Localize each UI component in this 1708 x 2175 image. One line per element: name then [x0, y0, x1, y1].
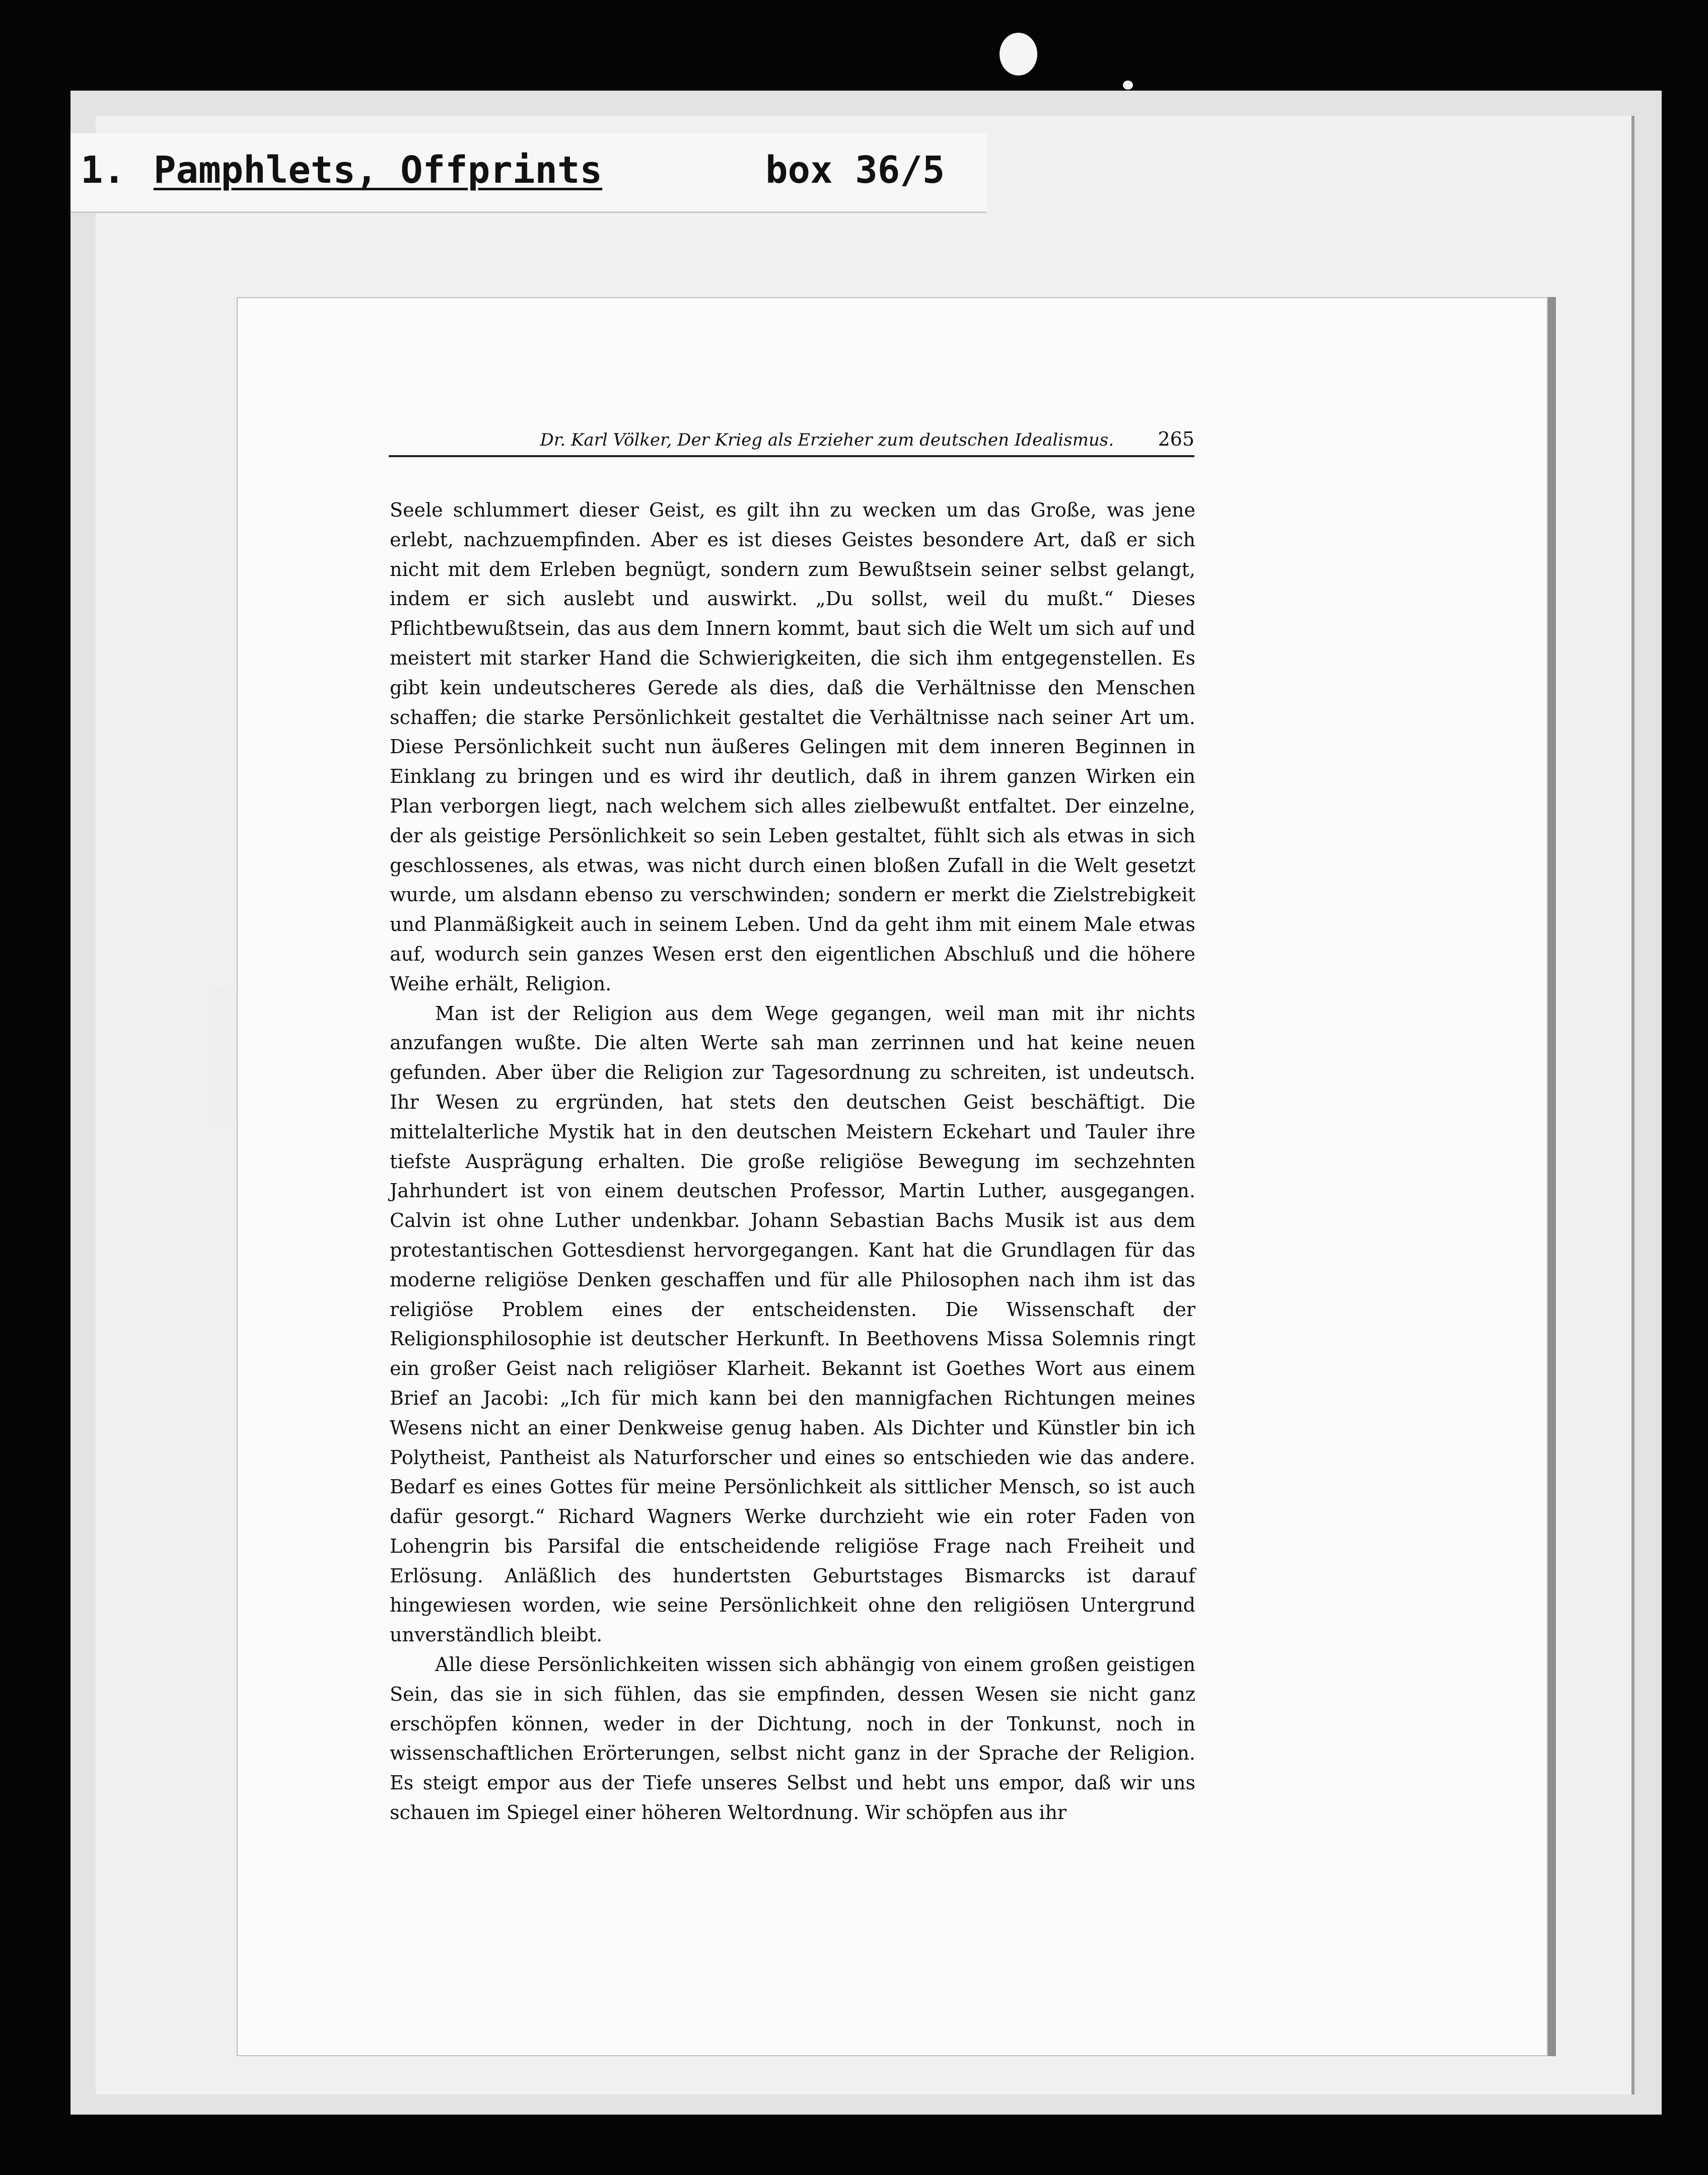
running-header [389, 425, 1194, 457]
page-number: 265 [1158, 428, 1194, 450]
scan-speck [1000, 33, 1037, 76]
tape-mark [206, 987, 237, 1128]
label-box-number: box 36/5 [765, 149, 945, 192]
body-text [390, 495, 1195, 1828]
label-number: 1. [81, 149, 126, 192]
document-page [237, 297, 1548, 2056]
label-title: Pamphlets, Offprints [154, 149, 603, 192]
scan-speck [1123, 81, 1133, 90]
paragraph: Seele schlummert dieser Geist, es gilt ihn zu wecken um das Große, was jene erlebt, nachzuempfinden. Aber es ist dieses Geistes besondere Art, daß er sich nicht mit dem Erleben begnügt, sondern zum Bewußtsein seiner selbst gelangt, indem er sich auslebt und auswirkt. „Du sollst, weil du mußt.“ Dieses Pflichtbewußtsein, das aus dem Innern kommt, baut sich die Welt um sich auf und meistert mit starker Hand die Schwierigkeiten, die sich ihm entgegenstellen. Es gibt kein undeutscheres Gerede als dies, daß die Verhältnisse den Menschen schaffen; die starke Persönlichkeit gestaltet die Verhältnisse nach seiner Art um. Diese Persönlichkeit sucht nun äußeres Gelingen mit dem inneren Beginnen in Einklang zu bringen und es wird ihr deutlich, daß in ihrem ganzen Wirken ein Plan verborgen liegt, nach welchem sich alles zielbewußt entfaltet. Der einzelne, der als geistige Persönlichkeit so sein Leben gestaltet, fühlt sich als etwas in sich geschlossenes, als etwas, was nicht durch einen bloßen Zufall in die Welt gesetzt wurde, um alsdann ebenso zu verschwinden; sondern er merkt die Zielstrebigkeit und Planmäßigkeit auch in seinem Leben. Und da geht ihm mit einem Male etwas auf, wodurch sein ganzes Wesen erst den eigentlichen Abschluß und die höhere Weihe erhält, Religion. [390, 499, 1195, 995]
archive-label [70, 133, 987, 213]
paragraph: Man ist der Religion aus dem Wege gegangen, weil man mit ihr nichts anzufangen wußte. Die alten Werte sah man zerrinnen und hat keine neuen gefunden. Aber über die Religion zur Tagesordnung zu schreiten, ist undeutsch. Ihr Wesen zu ergründen, hat stets den deutschen Geist beschäftigt. Die mittelalterliche Mystik hat in den deutschen Meistern Eckehart und Tauler ihre tiefste Ausprägung erhalten. Die große religiöse Bewegung im sechzehnten Jahrhundert ist von einem deutschen Professor, Martin Luther, ausgegangen. Calvin ist ohne Luther undenkbar. Johann Sebastian Bachs Musik ist aus dem protestantischen Gottesdienst hervorgegangen. Kant hat die Grundlagen für das moderne religiöse Denken geschaffen und für alle Philosophen nach ihm ist das religiöse Problem eines der entscheidensten. Die Wissenschaft der Religionsphilosophie ist deutscher Herkunft. In Beethovens Missa Solemnis ringt ein großer Geist nach religiöser Klarheit. Bekannt ist Goethes Wort aus einem Brief an Jacobi: „Ich für mich kann bei den mannigfachen Richtungen meines Wesens nicht an einer Denkweise genug haben. Als Dichter und Künstler bin ich Polytheist, Pantheist als Naturforscher und eines so entschieden wie das andere. Bedarf es eines Gottes für meine Persönlichkeit als sittlicher Mensch, so ist auch dafür gesorgt.“ Richard Wagners Werke durchzieht wie ein roter Faden von Lohengrin bis Parsifal die entscheidende religiöse Frage nach Freiheit und Erlösung. Anläßlich des hundertsten Geburtstages Bismarcks ist darauf hingewiesen worden, wie seine Persönlichkeit ohne den religiösen Untergrund unverständlich bleibt. [390, 1002, 1195, 1646]
paragraph: Alle diese Persönlichkeiten wissen sich abhängig von einem großen geistigen Sein, das sie in sich fühlen, das sie empfinden, dessen Wesen sie nicht ganz erschöpfen können, weder in der Dichtung, noch in der Tonkunst, noch in wissenschaftlichen Erörterungen, selbst nicht ganz in der Sprache der Religion. Es steigt empor aus der Tiefe unseres Selbst und hebt uns empor, daß wir uns schauen im Spiegel einer höheren Weltordnung. Wir schöpfen aus ihr [390, 1653, 1195, 1824]
header-text: Dr. Karl Völker, Der Krieg als Erzieher zum deutschen Idealismus. [540, 430, 1114, 450]
